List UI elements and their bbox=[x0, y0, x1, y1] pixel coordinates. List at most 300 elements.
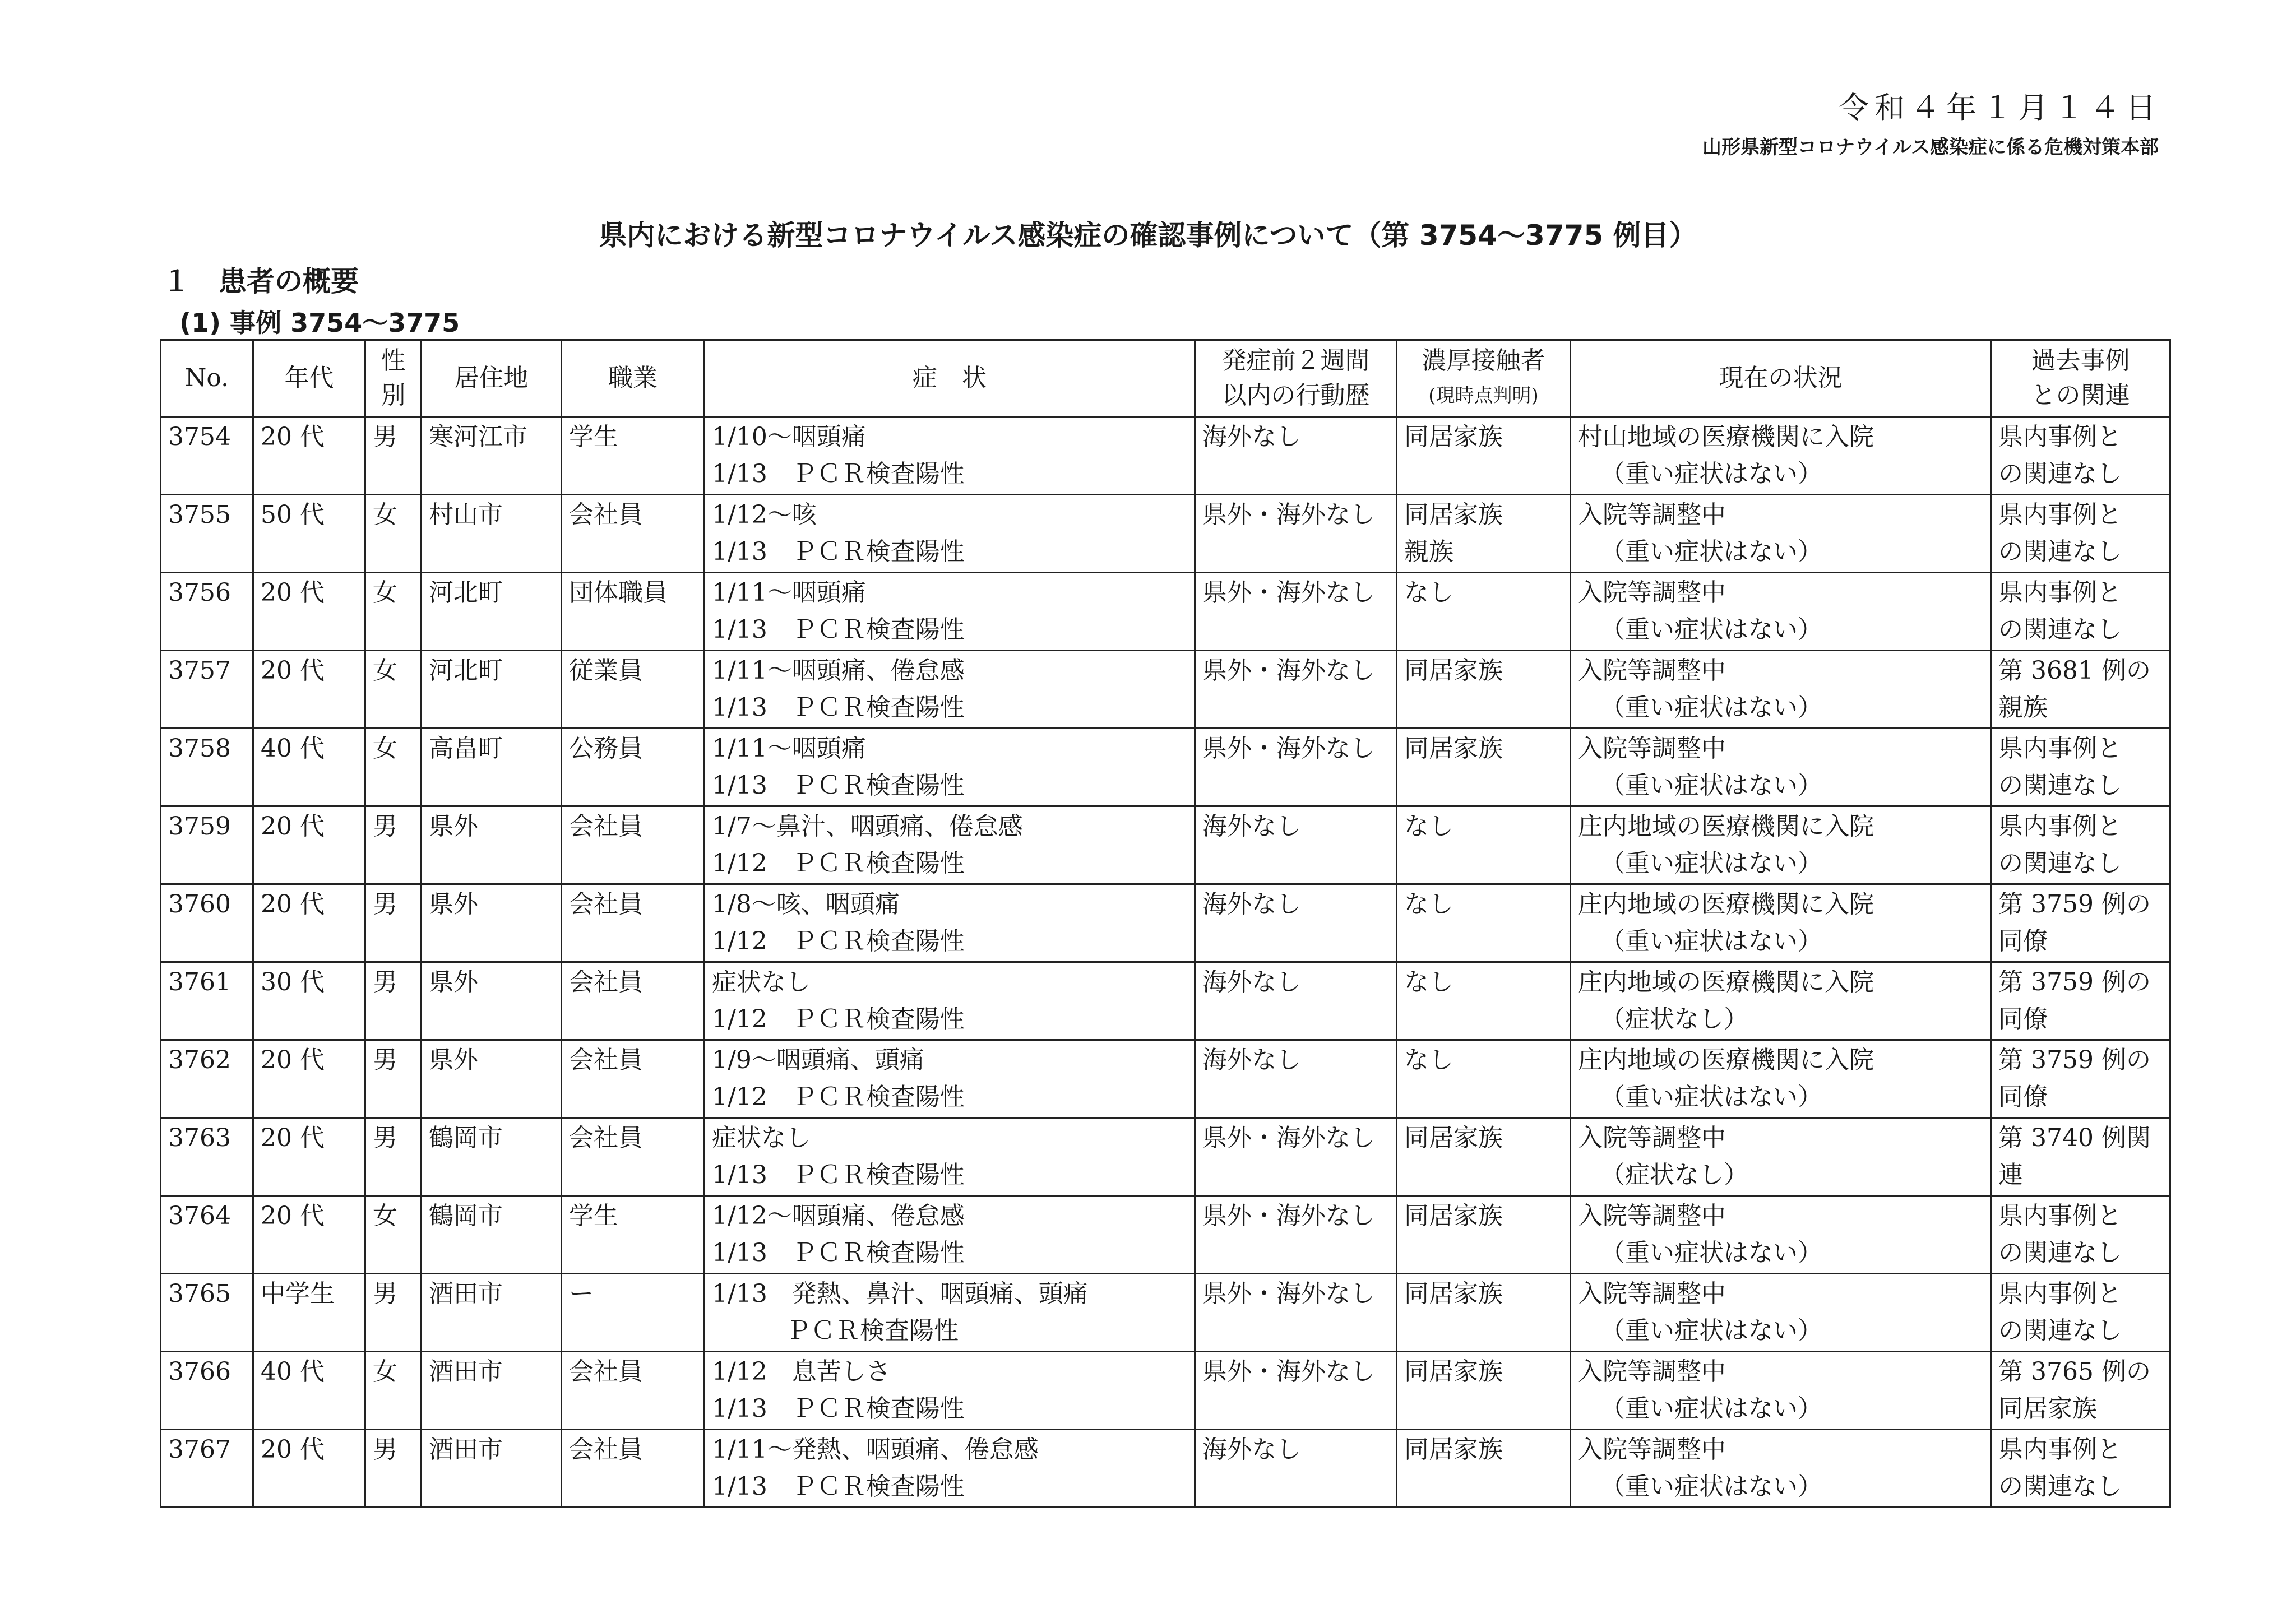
cell-related bbox=[1991, 1196, 2170, 1274]
cell-job-text: 会社員 bbox=[569, 890, 643, 919]
cell-symptoms bbox=[705, 1118, 1195, 1196]
cell-sex bbox=[365, 1352, 422, 1430]
cell-symptoms-text: 1/13 ＰＣＲ検査陽性 bbox=[712, 460, 965, 488]
cell-no-text: 3766 bbox=[168, 1357, 231, 1386]
cell-job bbox=[562, 729, 705, 806]
cell-travel-text: 県外・海外なし bbox=[1202, 734, 1375, 763]
cell-travel-text: 県外・海外なし bbox=[1202, 1202, 1375, 1230]
cell-related-text: 第 3759 例の bbox=[1998, 968, 2151, 996]
cell-age-text: 30 代 bbox=[261, 968, 325, 996]
cell-symptoms-text: ＰＣＲ検査陽性 bbox=[712, 1316, 959, 1345]
cell-age bbox=[253, 417, 365, 495]
cell-symptoms-text: 1/12 息苦しさ bbox=[712, 1357, 891, 1386]
cell-no-text: 3763 bbox=[168, 1124, 231, 1152]
cell-sex-text: 女 bbox=[373, 500, 397, 529]
cell-residence-text: 県外 bbox=[429, 1046, 478, 1074]
cell-status bbox=[1571, 573, 1991, 651]
cell-no-text: 3761 bbox=[168, 968, 231, 996]
cell-status-text: 庄内地域の医療機関に入院 bbox=[1578, 812, 1874, 841]
cell-symptoms-text: 1/11～発熱、咽頭痛、倦怠感 bbox=[712, 1435, 1039, 1464]
cell-contacts bbox=[1397, 417, 1571, 495]
cell-contacts-text: なし bbox=[1404, 1046, 1453, 1074]
cell-symptoms bbox=[705, 1196, 1195, 1274]
cell-contacts-text: 同居家族 bbox=[1404, 1357, 1503, 1386]
cell-sex bbox=[365, 884, 422, 962]
cell-status-text: （重い症状はない） bbox=[1600, 1083, 1822, 1111]
cell-travel bbox=[1195, 1196, 1397, 1274]
cell-sex-text: 男 bbox=[373, 423, 397, 451]
cell-related-text: 県内事例と bbox=[1998, 500, 2122, 529]
cell-symptoms-text: 1/12～咳 bbox=[712, 500, 817, 529]
cell-no bbox=[161, 1274, 253, 1352]
cell-residence bbox=[422, 417, 562, 495]
header-status: 現在の状況 bbox=[1571, 340, 1991, 417]
cell-contacts bbox=[1397, 729, 1571, 806]
cell-status-text: （症状なし） bbox=[1600, 1005, 1748, 1033]
cell-no-text: 3764 bbox=[168, 1202, 231, 1230]
cell-contacts bbox=[1397, 884, 1571, 962]
cell-job bbox=[562, 417, 705, 495]
cell-related-text: の関連なし bbox=[1998, 537, 2122, 566]
cell-travel bbox=[1195, 806, 1397, 884]
cell-related bbox=[1991, 729, 2170, 806]
cell-job-text: 従業員 bbox=[569, 656, 643, 685]
cell-age-text: 20 代 bbox=[261, 1435, 325, 1464]
cell-related bbox=[1991, 1430, 2170, 1508]
cell-status-text: 入院等調整中 bbox=[1578, 1124, 1726, 1152]
cell-job-text: 会社員 bbox=[569, 1357, 643, 1386]
cell-symptoms bbox=[705, 806, 1195, 884]
cell-related-text: 親族 bbox=[1998, 693, 2048, 722]
cell-contacts-text: 同居家族 bbox=[1404, 500, 1503, 529]
cell-age bbox=[253, 651, 365, 729]
cell-no bbox=[161, 573, 253, 651]
cell-residence-text: 鶴岡市 bbox=[429, 1202, 503, 1230]
cell-residence bbox=[422, 729, 562, 806]
cell-related-text: の関連なし bbox=[1998, 1316, 2122, 1345]
cell-symptoms-text: 1/13 ＰＣＲ検査陽性 bbox=[712, 1239, 965, 1267]
cell-status-text: （重い症状はない） bbox=[1600, 693, 1822, 722]
cell-no-text: 3759 bbox=[168, 812, 231, 841]
cell-status bbox=[1571, 1430, 1991, 1508]
cell-age-text: 40 代 bbox=[261, 734, 325, 763]
cell-status-text: （症状なし） bbox=[1600, 1161, 1748, 1189]
cell-no-text: 3762 bbox=[168, 1046, 231, 1074]
cell-travel-text: 海外なし bbox=[1202, 968, 1301, 996]
cell-job-text: 公務員 bbox=[569, 734, 643, 763]
cell-symptoms-text: 1/13 ＰＣＲ検査陽性 bbox=[712, 771, 965, 800]
cell-status bbox=[1571, 1274, 1991, 1352]
cell-symptoms-text: 1/13 ＰＣＲ検査陽性 bbox=[712, 537, 965, 566]
cell-job bbox=[562, 806, 705, 884]
cell-job bbox=[562, 1352, 705, 1430]
cell-symptoms-text: 症状なし bbox=[712, 1124, 811, 1152]
cell-symptoms bbox=[705, 1352, 1195, 1430]
cell-job-text: ー bbox=[569, 1279, 594, 1308]
header-job: 職業 bbox=[562, 340, 705, 417]
table-row bbox=[161, 1118, 2170, 1196]
cell-status bbox=[1571, 417, 1991, 495]
cell-status-text: （重い症状はない） bbox=[1600, 615, 1822, 644]
cell-sex bbox=[365, 806, 422, 884]
cell-symptoms-text: 1/12 ＰＣＲ検査陽性 bbox=[712, 849, 965, 878]
cell-sex bbox=[365, 417, 422, 495]
cell-residence bbox=[422, 1274, 562, 1352]
cell-no bbox=[161, 806, 253, 884]
cell-contacts-text: 同居家族 bbox=[1404, 1202, 1503, 1230]
cell-related bbox=[1991, 1274, 2170, 1352]
cell-related-text: 第 3759 例の bbox=[1998, 890, 2151, 919]
cell-symptoms-text: 1/11～咽頭痛 bbox=[712, 734, 866, 763]
cell-sex-text: 女 bbox=[373, 578, 397, 607]
cell-age bbox=[253, 1118, 365, 1196]
cell-residence bbox=[422, 806, 562, 884]
cell-status-text: 入院等調整中 bbox=[1578, 656, 1726, 685]
cell-contacts-text: 同居家族 bbox=[1404, 1124, 1503, 1152]
cell-age-text: 20 代 bbox=[261, 1046, 325, 1074]
cell-status-text: （重い症状はない） bbox=[1600, 849, 1822, 878]
cell-age bbox=[253, 1352, 365, 1430]
cell-symptoms-text: 1/13 ＰＣＲ検査陽性 bbox=[712, 615, 965, 644]
cell-related-text: の関連なし bbox=[1998, 615, 2122, 644]
table-row bbox=[161, 1196, 2170, 1274]
cell-travel bbox=[1195, 962, 1397, 1040]
cell-symptoms-text: 1/13 ＰＣＲ検査陽性 bbox=[712, 1161, 965, 1189]
cell-symptoms-text: 症状なし bbox=[712, 968, 811, 996]
cell-related-text: の関連なし bbox=[1998, 1472, 2122, 1501]
cell-related-text: 県内事例と bbox=[1998, 734, 2122, 763]
cell-job bbox=[562, 1430, 705, 1508]
cell-age bbox=[253, 1040, 365, 1118]
cell-status-text: （重い症状はない） bbox=[1600, 1316, 1822, 1345]
cell-status bbox=[1571, 1196, 1991, 1274]
cell-residence-text: 河北町 bbox=[429, 656, 503, 685]
table-row bbox=[161, 651, 2170, 729]
cell-related bbox=[1991, 1352, 2170, 1430]
cell-status bbox=[1571, 1118, 1991, 1196]
cell-no bbox=[161, 1352, 253, 1430]
cell-status-text: （重い症状はない） bbox=[1600, 537, 1822, 566]
header-travel: 発症前２週間 以内の行動歴 bbox=[1195, 340, 1397, 417]
cell-sex-text: 女 bbox=[373, 734, 397, 763]
cell-related-text: 県内事例と bbox=[1998, 423, 2122, 451]
cell-no-text: 3754 bbox=[168, 423, 231, 451]
cell-sex-text: 男 bbox=[373, 1124, 397, 1152]
cell-no bbox=[161, 729, 253, 806]
header-no: No. bbox=[161, 340, 253, 417]
cell-contacts bbox=[1397, 1274, 1571, 1352]
cell-related-text: の関連なし bbox=[1998, 771, 2122, 800]
cell-residence bbox=[422, 1196, 562, 1274]
cell-contacts bbox=[1397, 651, 1571, 729]
cell-no-text: 3758 bbox=[168, 734, 231, 763]
cell-status-text: 庄内地域の医療機関に入院 bbox=[1578, 890, 1874, 919]
cell-status-text: （重い症状はない） bbox=[1600, 460, 1822, 488]
cell-residence-text: 村山市 bbox=[429, 500, 503, 529]
cell-symptoms bbox=[705, 884, 1195, 962]
subsection-heading: (1) 事例 3754～3775 bbox=[179, 308, 460, 338]
cell-contacts-text: なし bbox=[1404, 890, 1453, 919]
table-row bbox=[161, 417, 2170, 495]
cell-symptoms-text: 1/10～咽頭痛 bbox=[712, 423, 866, 451]
cell-sex-text: 男 bbox=[373, 890, 397, 919]
cell-status bbox=[1571, 651, 1991, 729]
cell-sex bbox=[365, 651, 422, 729]
cell-travel-text: 海外なし bbox=[1202, 1046, 1301, 1074]
cell-job-text: 団体職員 bbox=[569, 578, 668, 607]
cell-status bbox=[1571, 884, 1991, 962]
cell-sex bbox=[365, 1118, 422, 1196]
cell-sex bbox=[365, 1196, 422, 1274]
cell-sex-text: 女 bbox=[373, 1202, 397, 1230]
cell-symptoms-text: 1/12～咽頭痛、倦怠感 bbox=[712, 1202, 965, 1230]
cell-job bbox=[562, 1196, 705, 1274]
cell-sex bbox=[365, 495, 422, 573]
cell-status-text: 庄内地域の医療機関に入院 bbox=[1578, 1046, 1874, 1074]
cell-residence bbox=[422, 962, 562, 1040]
cell-age bbox=[253, 1430, 365, 1508]
cell-status-text: （重い症状はない） bbox=[1600, 927, 1822, 956]
case-table bbox=[160, 339, 2171, 1508]
cell-job-text: 学生 bbox=[569, 1202, 618, 1230]
cell-travel bbox=[1195, 1352, 1397, 1430]
cell-related-text: 県内事例と bbox=[1998, 1202, 2122, 1230]
cell-related bbox=[1991, 884, 2170, 962]
cell-age-text: 20 代 bbox=[261, 656, 325, 685]
cell-age bbox=[253, 1196, 365, 1274]
cell-no bbox=[161, 1430, 253, 1508]
cell-status-text: 入院等調整中 bbox=[1578, 1279, 1726, 1308]
cell-residence-text: 酒田市 bbox=[429, 1279, 503, 1308]
cell-status bbox=[1571, 729, 1991, 806]
cell-travel-text: 県外・海外なし bbox=[1202, 1279, 1375, 1308]
cell-no-text: 3755 bbox=[168, 500, 231, 529]
cell-age-text: 中学生 bbox=[261, 1279, 335, 1308]
cell-no-text: 3765 bbox=[168, 1279, 231, 1308]
cell-related-text: の関連なし bbox=[1998, 1239, 2122, 1267]
cell-age bbox=[253, 962, 365, 1040]
cell-related-text: 同僚 bbox=[1998, 1005, 2048, 1033]
cell-job-text: 学生 bbox=[569, 423, 618, 451]
cell-age bbox=[253, 729, 365, 806]
cell-related-text: の関連なし bbox=[1998, 849, 2122, 878]
cell-travel-text: 県外・海外なし bbox=[1202, 578, 1375, 607]
document-title: 県内における新型コロナウイルス感染症の確認事例について（第 3754～3775 例目） bbox=[599, 219, 1697, 252]
cell-related bbox=[1991, 1118, 2170, 1196]
cell-no bbox=[161, 884, 253, 962]
cell-status-text: （重い症状はない） bbox=[1600, 1239, 1822, 1267]
cell-residence bbox=[422, 573, 562, 651]
cell-related-text: 第 3740 例関 bbox=[1998, 1124, 2151, 1152]
cell-status-text: （重い症状はない） bbox=[1600, 1394, 1822, 1423]
cell-sex bbox=[365, 1040, 422, 1118]
cell-symptoms-text: 1/8～咳、咽頭痛 bbox=[712, 890, 900, 919]
header-related: 過去事例 との関連 bbox=[1991, 340, 2170, 417]
cell-status-text: 村山地域の医療機関に入院 bbox=[1578, 423, 1874, 451]
table-row bbox=[161, 806, 2170, 884]
cell-residence bbox=[422, 1352, 562, 1430]
cell-symptoms-text: 1/13 ＰＣＲ検査陽性 bbox=[712, 1394, 965, 1423]
cell-residence-text: 酒田市 bbox=[429, 1435, 503, 1464]
cell-status-text: 庄内地域の医療機関に入院 bbox=[1578, 968, 1874, 996]
cell-job bbox=[562, 1040, 705, 1118]
cell-symptoms-text: 1/12 ＰＣＲ検査陽性 bbox=[712, 1083, 965, 1111]
header-symptoms: 症 状 bbox=[705, 340, 1195, 417]
cell-age-text: 20 代 bbox=[261, 890, 325, 919]
cell-related bbox=[1991, 1040, 2170, 1118]
document-date: 令和４年１月１４日 bbox=[1839, 90, 2161, 126]
cell-residence bbox=[422, 495, 562, 573]
cell-travel bbox=[1195, 573, 1397, 651]
cell-no bbox=[161, 651, 253, 729]
cell-age bbox=[253, 884, 365, 962]
cell-residence-text: 県外 bbox=[429, 890, 478, 919]
cell-symptoms bbox=[705, 1430, 1195, 1508]
cell-travel-text: 県外・海外なし bbox=[1202, 500, 1375, 529]
section-heading: １ 患者の概要 bbox=[163, 265, 359, 298]
table-row bbox=[161, 729, 2170, 806]
cell-sex bbox=[365, 962, 422, 1040]
cell-travel-text: 海外なし bbox=[1202, 423, 1301, 451]
cell-status bbox=[1571, 1352, 1991, 1430]
cell-contacts-text: 親族 bbox=[1404, 537, 1453, 566]
cell-related-text: 県内事例と bbox=[1998, 1435, 2122, 1464]
cell-related-text: 県内事例と bbox=[1998, 578, 2122, 607]
cell-job-text: 会社員 bbox=[569, 968, 643, 996]
cell-status bbox=[1571, 495, 1991, 573]
cell-no bbox=[161, 962, 253, 1040]
cell-contacts-text: なし bbox=[1404, 578, 1453, 607]
cell-symptoms-text: 1/12 ＰＣＲ検査陽性 bbox=[712, 1005, 965, 1033]
cell-status-text: 入院等調整中 bbox=[1578, 1435, 1726, 1464]
cell-symptoms bbox=[705, 962, 1195, 1040]
header-sex: 性 別 bbox=[365, 340, 422, 417]
cell-contacts-text: 同居家族 bbox=[1404, 656, 1503, 685]
cell-job bbox=[562, 651, 705, 729]
cell-travel-text: 県外・海外なし bbox=[1202, 1357, 1375, 1386]
cell-residence-text: 鶴岡市 bbox=[429, 1124, 503, 1152]
cell-sex-text: 男 bbox=[373, 968, 397, 996]
cell-travel bbox=[1195, 417, 1397, 495]
cell-related-text: 県内事例と bbox=[1998, 812, 2122, 841]
cell-contacts-text: なし bbox=[1404, 968, 1453, 996]
cell-symptoms bbox=[705, 1274, 1195, 1352]
cell-status-text: 入院等調整中 bbox=[1578, 578, 1726, 607]
table-row bbox=[161, 962, 2170, 1040]
cell-job-text: 会社員 bbox=[569, 500, 643, 529]
cell-related-text: 県内事例と bbox=[1998, 1279, 2122, 1308]
header-age: 年代 bbox=[253, 340, 365, 417]
cell-no bbox=[161, 1040, 253, 1118]
cell-symptoms bbox=[705, 495, 1195, 573]
cell-age bbox=[253, 573, 365, 651]
table-row bbox=[161, 1274, 2170, 1352]
cell-contacts-text: 同居家族 bbox=[1404, 734, 1503, 763]
cell-residence-text: 酒田市 bbox=[429, 1357, 503, 1386]
cell-residence bbox=[422, 651, 562, 729]
cell-travel bbox=[1195, 651, 1397, 729]
cell-symptoms bbox=[705, 573, 1195, 651]
table-row bbox=[161, 1430, 2170, 1508]
cell-symptoms-text: 1/13 発熱、鼻汁、咽頭痛、頭痛 bbox=[712, 1279, 1088, 1308]
cell-related-text: 第 3681 例の bbox=[1998, 656, 2151, 685]
cell-symptoms-text: 1/11～咽頭痛、倦怠感 bbox=[712, 656, 965, 685]
cell-related-text: 同居家族 bbox=[1998, 1394, 2097, 1423]
cell-related bbox=[1991, 651, 2170, 729]
cell-residence-text: 県外 bbox=[429, 968, 478, 996]
cell-sex-text: 男 bbox=[373, 1435, 397, 1464]
cell-contacts bbox=[1397, 495, 1571, 573]
cell-residence bbox=[422, 1430, 562, 1508]
cell-no-text: 3767 bbox=[168, 1435, 231, 1464]
cell-travel-text: 海外なし bbox=[1202, 812, 1301, 841]
cell-symptoms bbox=[705, 417, 1195, 495]
cell-age-text: 20 代 bbox=[261, 812, 325, 841]
cell-related bbox=[1991, 417, 2170, 495]
cell-symptoms-text: 1/13 ＰＣＲ検査陽性 bbox=[712, 1472, 965, 1501]
cell-contacts-text: なし bbox=[1404, 812, 1453, 841]
cell-contacts bbox=[1397, 1118, 1571, 1196]
cell-residence-text: 河北町 bbox=[429, 578, 503, 607]
cell-contacts bbox=[1397, 573, 1571, 651]
cell-sex-text: 女 bbox=[373, 1357, 397, 1386]
case-rows bbox=[161, 417, 2170, 1508]
cell-residence-text: 寒河江市 bbox=[429, 423, 527, 451]
cell-status-text: 入院等調整中 bbox=[1578, 1357, 1726, 1386]
cell-residence-text: 高畠町 bbox=[429, 734, 503, 763]
cell-age-text: 50 代 bbox=[261, 500, 325, 529]
cell-travel bbox=[1195, 1118, 1397, 1196]
cell-job bbox=[562, 1118, 705, 1196]
cell-status-text: （重い症状はない） bbox=[1600, 771, 1822, 800]
table-row bbox=[161, 495, 2170, 573]
cell-related-text: 第 3759 例の bbox=[1998, 1046, 2151, 1074]
cell-sex-text: 男 bbox=[373, 812, 397, 841]
cell-sex bbox=[365, 729, 422, 806]
cell-travel bbox=[1195, 1040, 1397, 1118]
cell-contacts bbox=[1397, 1352, 1571, 1430]
cell-no-text: 3756 bbox=[168, 578, 231, 607]
cell-travel bbox=[1195, 1430, 1397, 1508]
cell-travel-text: 海外なし bbox=[1202, 1435, 1301, 1464]
cell-status-text: 入院等調整中 bbox=[1578, 500, 1726, 529]
cell-job bbox=[562, 573, 705, 651]
cell-symptoms-text: 1/13 ＰＣＲ検査陽性 bbox=[712, 693, 965, 722]
cell-travel bbox=[1195, 495, 1397, 573]
cell-job-text: 会社員 bbox=[569, 1124, 643, 1152]
cell-residence bbox=[422, 884, 562, 962]
cell-status-text: （重い症状はない） bbox=[1600, 1472, 1822, 1501]
issuing-organization: 山形県新型コロナウイルス感染症に係る危機対策本部 bbox=[1702, 136, 2159, 159]
cell-no bbox=[161, 1196, 253, 1274]
cell-job bbox=[562, 495, 705, 573]
cell-related-text: 連 bbox=[1998, 1161, 2023, 1189]
cell-status-text: 入院等調整中 bbox=[1578, 1202, 1726, 1230]
cell-residence bbox=[422, 1040, 562, 1118]
cell-symptoms-text: 1/12 ＰＣＲ検査陽性 bbox=[712, 927, 965, 956]
cell-job bbox=[562, 1274, 705, 1352]
cell-related bbox=[1991, 806, 2170, 884]
cell-sex bbox=[365, 1430, 422, 1508]
cell-contacts bbox=[1397, 1430, 1571, 1508]
cell-travel bbox=[1195, 1274, 1397, 1352]
cell-symptoms bbox=[705, 729, 1195, 806]
cell-related bbox=[1991, 573, 2170, 651]
cell-related-text: 第 3765 例の bbox=[1998, 1357, 2151, 1386]
cell-sex-text: 男 bbox=[373, 1279, 397, 1308]
cell-status bbox=[1571, 962, 1991, 1040]
cell-age bbox=[253, 806, 365, 884]
